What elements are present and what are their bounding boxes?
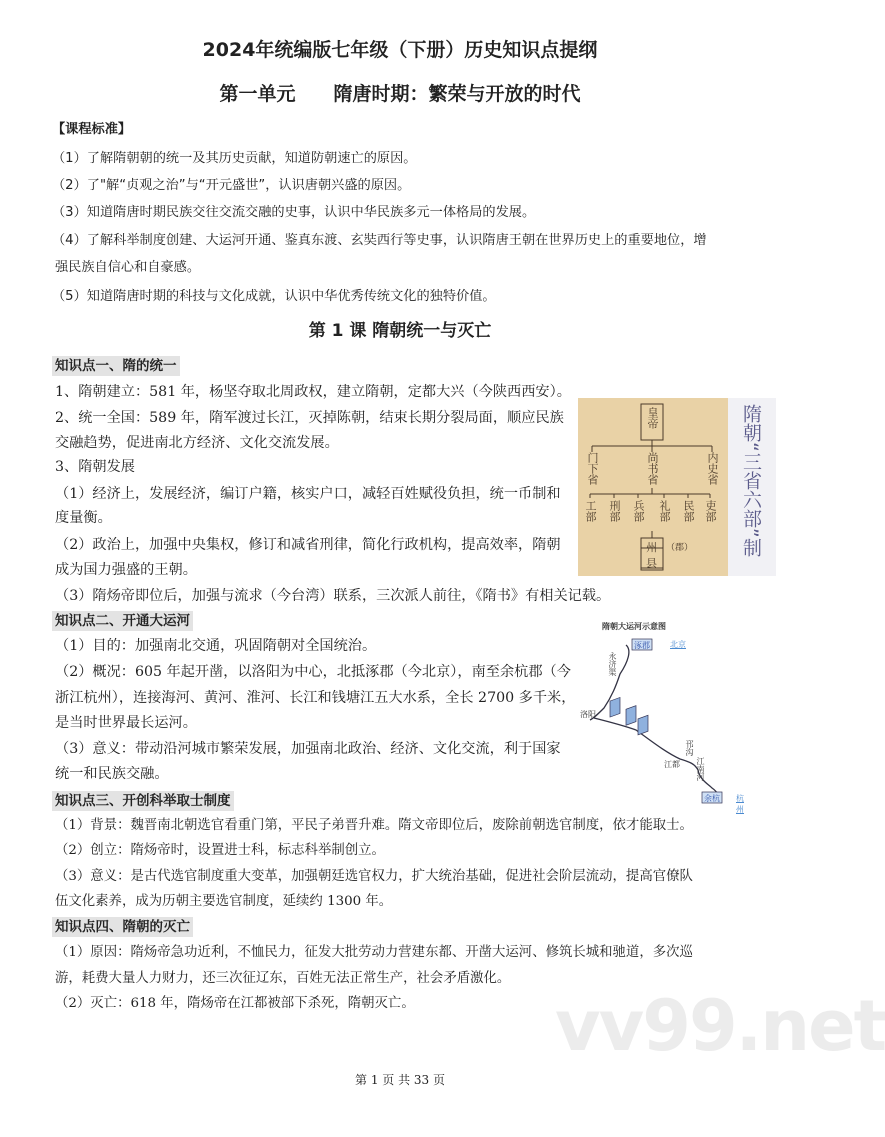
section-heading: 知识点一、隋的统一	[52, 356, 180, 376]
body-line: （2）灭亡：618 年，隋炀帝在江都被部下杀死，隋朝灭亡。	[55, 996, 415, 1011]
document-title: 2024年统编版七年级（下册）历史知识点提纲	[202, 39, 598, 61]
org-xian: 县	[646, 557, 657, 570]
canal-route	[580, 612, 750, 802]
body-line: 浙江杭州），连接海河、黄河、淮河、长江和钱塘江五大水系，全长 2700 多千米，	[55, 690, 576, 706]
org-neishi: 内史省	[706, 452, 719, 485]
org-emperor: 皇帝	[646, 407, 659, 429]
standard-line: （5）知道隋唐时期的科技与文化成就，认识中华优秀传统文化的独特价值。	[52, 289, 496, 304]
standard-line: （2）了"解“贞观之治”与“开元盛世”，认识唐朝兴盛的原因。	[52, 178, 411, 193]
body-line: （1）背景：魏晋南北朝选官看重门第，平民子弟晋升难。隋文帝即位后，废除前朝选官制度，依才能取士。	[55, 818, 693, 833]
map-label-beijing: 北京	[670, 640, 686, 649]
body-line: 统一和民族交融。	[55, 766, 169, 782]
lesson-title: 第 1 课 隋朝统一与灭亡	[308, 321, 492, 341]
org-menxia: 门下省	[586, 452, 599, 485]
section-heading: 知识点四、隋朝的灭亡	[52, 917, 193, 937]
map-label-hangou: 邗沟	[685, 740, 694, 756]
org-dept: 礼部	[658, 500, 671, 522]
body-line: （3）隋炀帝即位后，加强与流求（今台湾）联系，三次派人前往，《隋书》有相关记载。	[55, 588, 611, 604]
org-dept: 吏部	[704, 500, 717, 522]
map-label-zhuojun: 涿郡	[634, 641, 650, 650]
map-label-hangzhou: 杭州	[736, 794, 744, 814]
org-dept: 兵部	[632, 500, 645, 522]
map-label-yuhang: 余杭	[704, 794, 720, 803]
body-line: 是当时世界最长运河。	[55, 715, 197, 731]
body-line: 游，耗费大量人力财力，还三次征辽东，百姓无法正常生产，社会矛盾激化。	[55, 971, 511, 986]
org-dept: 刑部	[608, 500, 621, 522]
body-line: （1）目的：加强南北交通，巩固隋朝对全国统治。	[55, 638, 377, 654]
standard-line: （3）知道隋唐时期民族交往交流交融的史事，认识中华民族多元一体格局的发展。	[52, 205, 536, 220]
grand-canal-map	[580, 612, 750, 814]
standard-line: 强民族自信心和自豪感。	[55, 260, 201, 275]
body-line: 2、统一全国：589 年，隋军渡过长江，灭掉陈朝，结束长期分裂局面，顺应民族	[55, 410, 564, 426]
org-chart-side-title: 隋朝“三省六部”制	[740, 404, 762, 557]
body-line: 3、隋朝发展	[55, 459, 135, 475]
canal-map-title: 隋朝大运河示意图	[602, 622, 666, 631]
body-line: （1）原因：隋炀帝急功近利，不恤民力，征发大批劳动力营建东都、开凿大运河、修筑长城和驰道，多次巡	[55, 945, 693, 960]
page-footer: 第 1 页 共 33 页	[355, 1073, 445, 1087]
body-line: （1）经济上，发展经济，编订户籍，核实户口，减轻百姓赋役负担，统一币制和	[55, 486, 561, 502]
org-shangshu: 尚书省	[646, 452, 659, 485]
org-zhou: 州	[646, 541, 657, 554]
body-line: （3）意义：带动沿河城市繁荣发展，加强南北政治、经济、文化交流，利于国家	[55, 741, 561, 757]
org-chart-background	[578, 398, 728, 576]
standards-heading: 【课程标准】	[52, 122, 132, 137]
section-heading: 知识点二、开通大运河	[52, 611, 193, 631]
map-label-jiangdu: 江都	[664, 760, 680, 769]
org-dept: 工部	[584, 500, 597, 522]
body-line: 交融趋势，促进南北方经济、文化交流发展。	[55, 435, 339, 451]
standard-line: （1）了解隋朝朝的统一及其历史贡献，知道防朝速亡的原因。	[52, 151, 417, 166]
body-line: （2）概况：605 年起开凿，以洛阳为中心，北抵涿郡（今北京），南至余杭郡（今	[55, 664, 571, 680]
standard-line: （4）了解科举制度创建、大运河开通、鉴真东渡、玄奘西行等史事，认识隋唐王朝在世界历史上的重要地位，增	[52, 233, 707, 248]
body-line: 伍文化素养，成为历朝主要选官制度，延续约 1300 年。	[55, 894, 393, 909]
map-label-yongji: 永济渠	[608, 652, 617, 676]
unit-title: 第一单元 隋唐时期：繁荣与开放的时代	[219, 83, 581, 105]
section-heading: 知识点三、开创科举取士制度	[52, 791, 234, 811]
watermark: vv99.net	[555, 985, 885, 1067]
body-line: 度量衡。	[55, 510, 112, 526]
body-line: （2）创立：隋炀帝时，设置进士科，标志科举制创立。	[55, 843, 385, 858]
org-dept: 民部	[682, 500, 695, 522]
body-line: （2）政治上，加强中央集权，修订和减省刑律，简化行政机构，提高效率，隋朝	[55, 537, 561, 553]
map-label-luoyang: 洛阳	[580, 710, 596, 719]
body-line: 成为国力强盛的王朝。	[55, 562, 197, 578]
body-line: 1、隋朝建立：581 年，杨坚夺取北周政权，建立隋朝，定都大兴（今陕西西安）。	[55, 384, 571, 400]
body-line: （3）意义：是古代选官制度重大变革，加强朝廷选官权力，扩大统治基础，促进社会阶层流动，提高官僚队	[55, 869, 693, 884]
map-label-jiangnan: 江南河	[696, 757, 705, 781]
org-jun: （郡）	[666, 543, 694, 553]
